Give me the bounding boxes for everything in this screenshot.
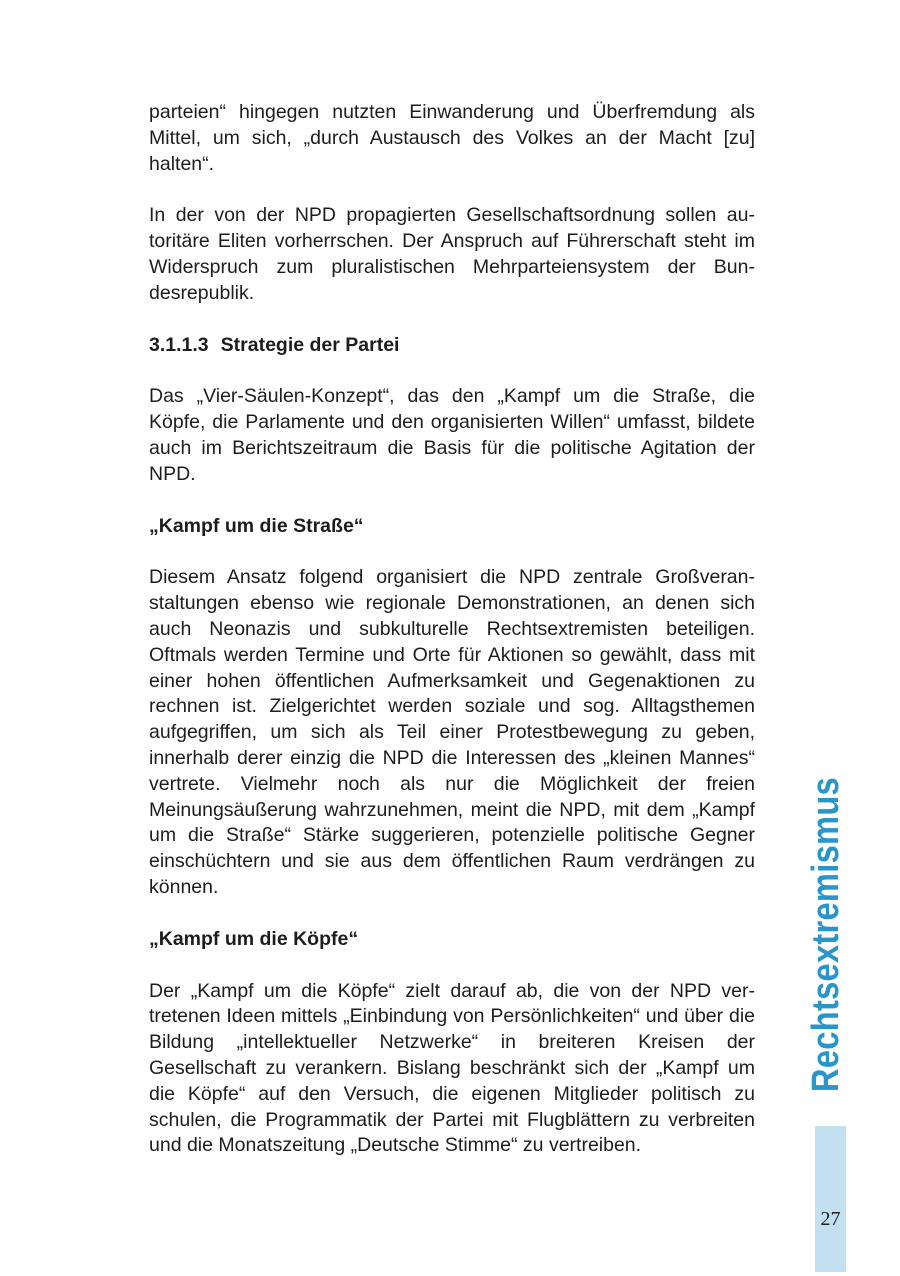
chapter-side-title	[805, 762, 847, 1092]
paragraph-social-order: In der von der NPD propagierten Gesellschaftsordnung sollen autoritäre Eliten vorherrschen. Der Anspruch auf Führerschaft steht im Widerspruch zum pluralistischen Mehrparteiensystem der Bundesrepublik.	[149, 204, 755, 304]
chapter-side-title-text: Rechtsextremismus	[805, 776, 847, 1092]
subheading-kampf-koepfe: „Kampf um die Köpfe“	[149, 927, 359, 950]
page-body	[149, 100, 755, 1185]
paragraph-kampf-strasse: Diesem Ansatz folgend organisiert die NPD zentrale Großveranstaltungen ebenso wie regionale Demonstrationen, an denen sich auch Neonazis und subkulturelle Rechtsextremisten beteiligen. Oftmals werden Termine und Orte für Aktionen so gewählt, dass mit einer hohen öffentlichen Aufmerksamkeit und Gegenaktionen zu rechnen ist. Zielgerichtet werden soziale und sog. Alltagsthemen aufgegriffen, um sich als Teil einer Protestbewegung zu geben, innerhalb derer einzig die NPD die Interessen des „kleinen Mannes“ vertrete. Vielmehr noch als nur die Möglichkeit der freien Meinungsäußerung wahrzunehmen, meint die NPD, mit dem „Kampf um die Straße“ Stärke suggerieren, potenzielle politische Gegner einschüchtern und sie aus dem öffentlichen Raum verdrängen zu können.	[149, 566, 755, 898]
section-number: 3.1.1.3	[149, 333, 209, 356]
paragraph-kampf-koepfe: Der „Kampf um die Köpfe“ zielt darauf ab, die von der NPD vertretenen Ideen mittels „Einbindung von Persönlichkeiten“ und über die Bildung „intellektueller Netzwerke“ in breiteren Kreisen der Gesellschaft zu verankern. Bislang beschränkt sich der „Kampf um die Köpfe“ auf den Versuch, die eigenen Mitglieder politisch zu schulen, die Programmatik der Partei mit Flugblättern zu verbreiten und die Monatszeitung „Deutsche Stimme“ zu vertreiben.	[149, 979, 755, 1157]
page-number: 27	[820, 1208, 841, 1230]
paragraph-continuation: parteien“ hingegen nutzten Einwanderung und Überfremdung als Mittel, um sich, „durch Austausch des Volkes an der Macht [zu] halten“.	[149, 101, 755, 175]
section-title: Strategie der Partei	[220, 333, 400, 356]
section-heading	[149, 333, 755, 359]
subheading-kampf-strasse: „Kampf um die Straße“	[149, 514, 364, 537]
paragraph-four-pillars: Das „Vier-Säulen-Konzept“, das den „Kampf um die Straße, die Köpfe, die Parlamente und den organisierten Willen“ umfasst, bildete auch im Berichtszeitraum die Basis für die politische Agitation der NPD.	[149, 385, 755, 485]
chapter-tab	[815, 1126, 846, 1272]
